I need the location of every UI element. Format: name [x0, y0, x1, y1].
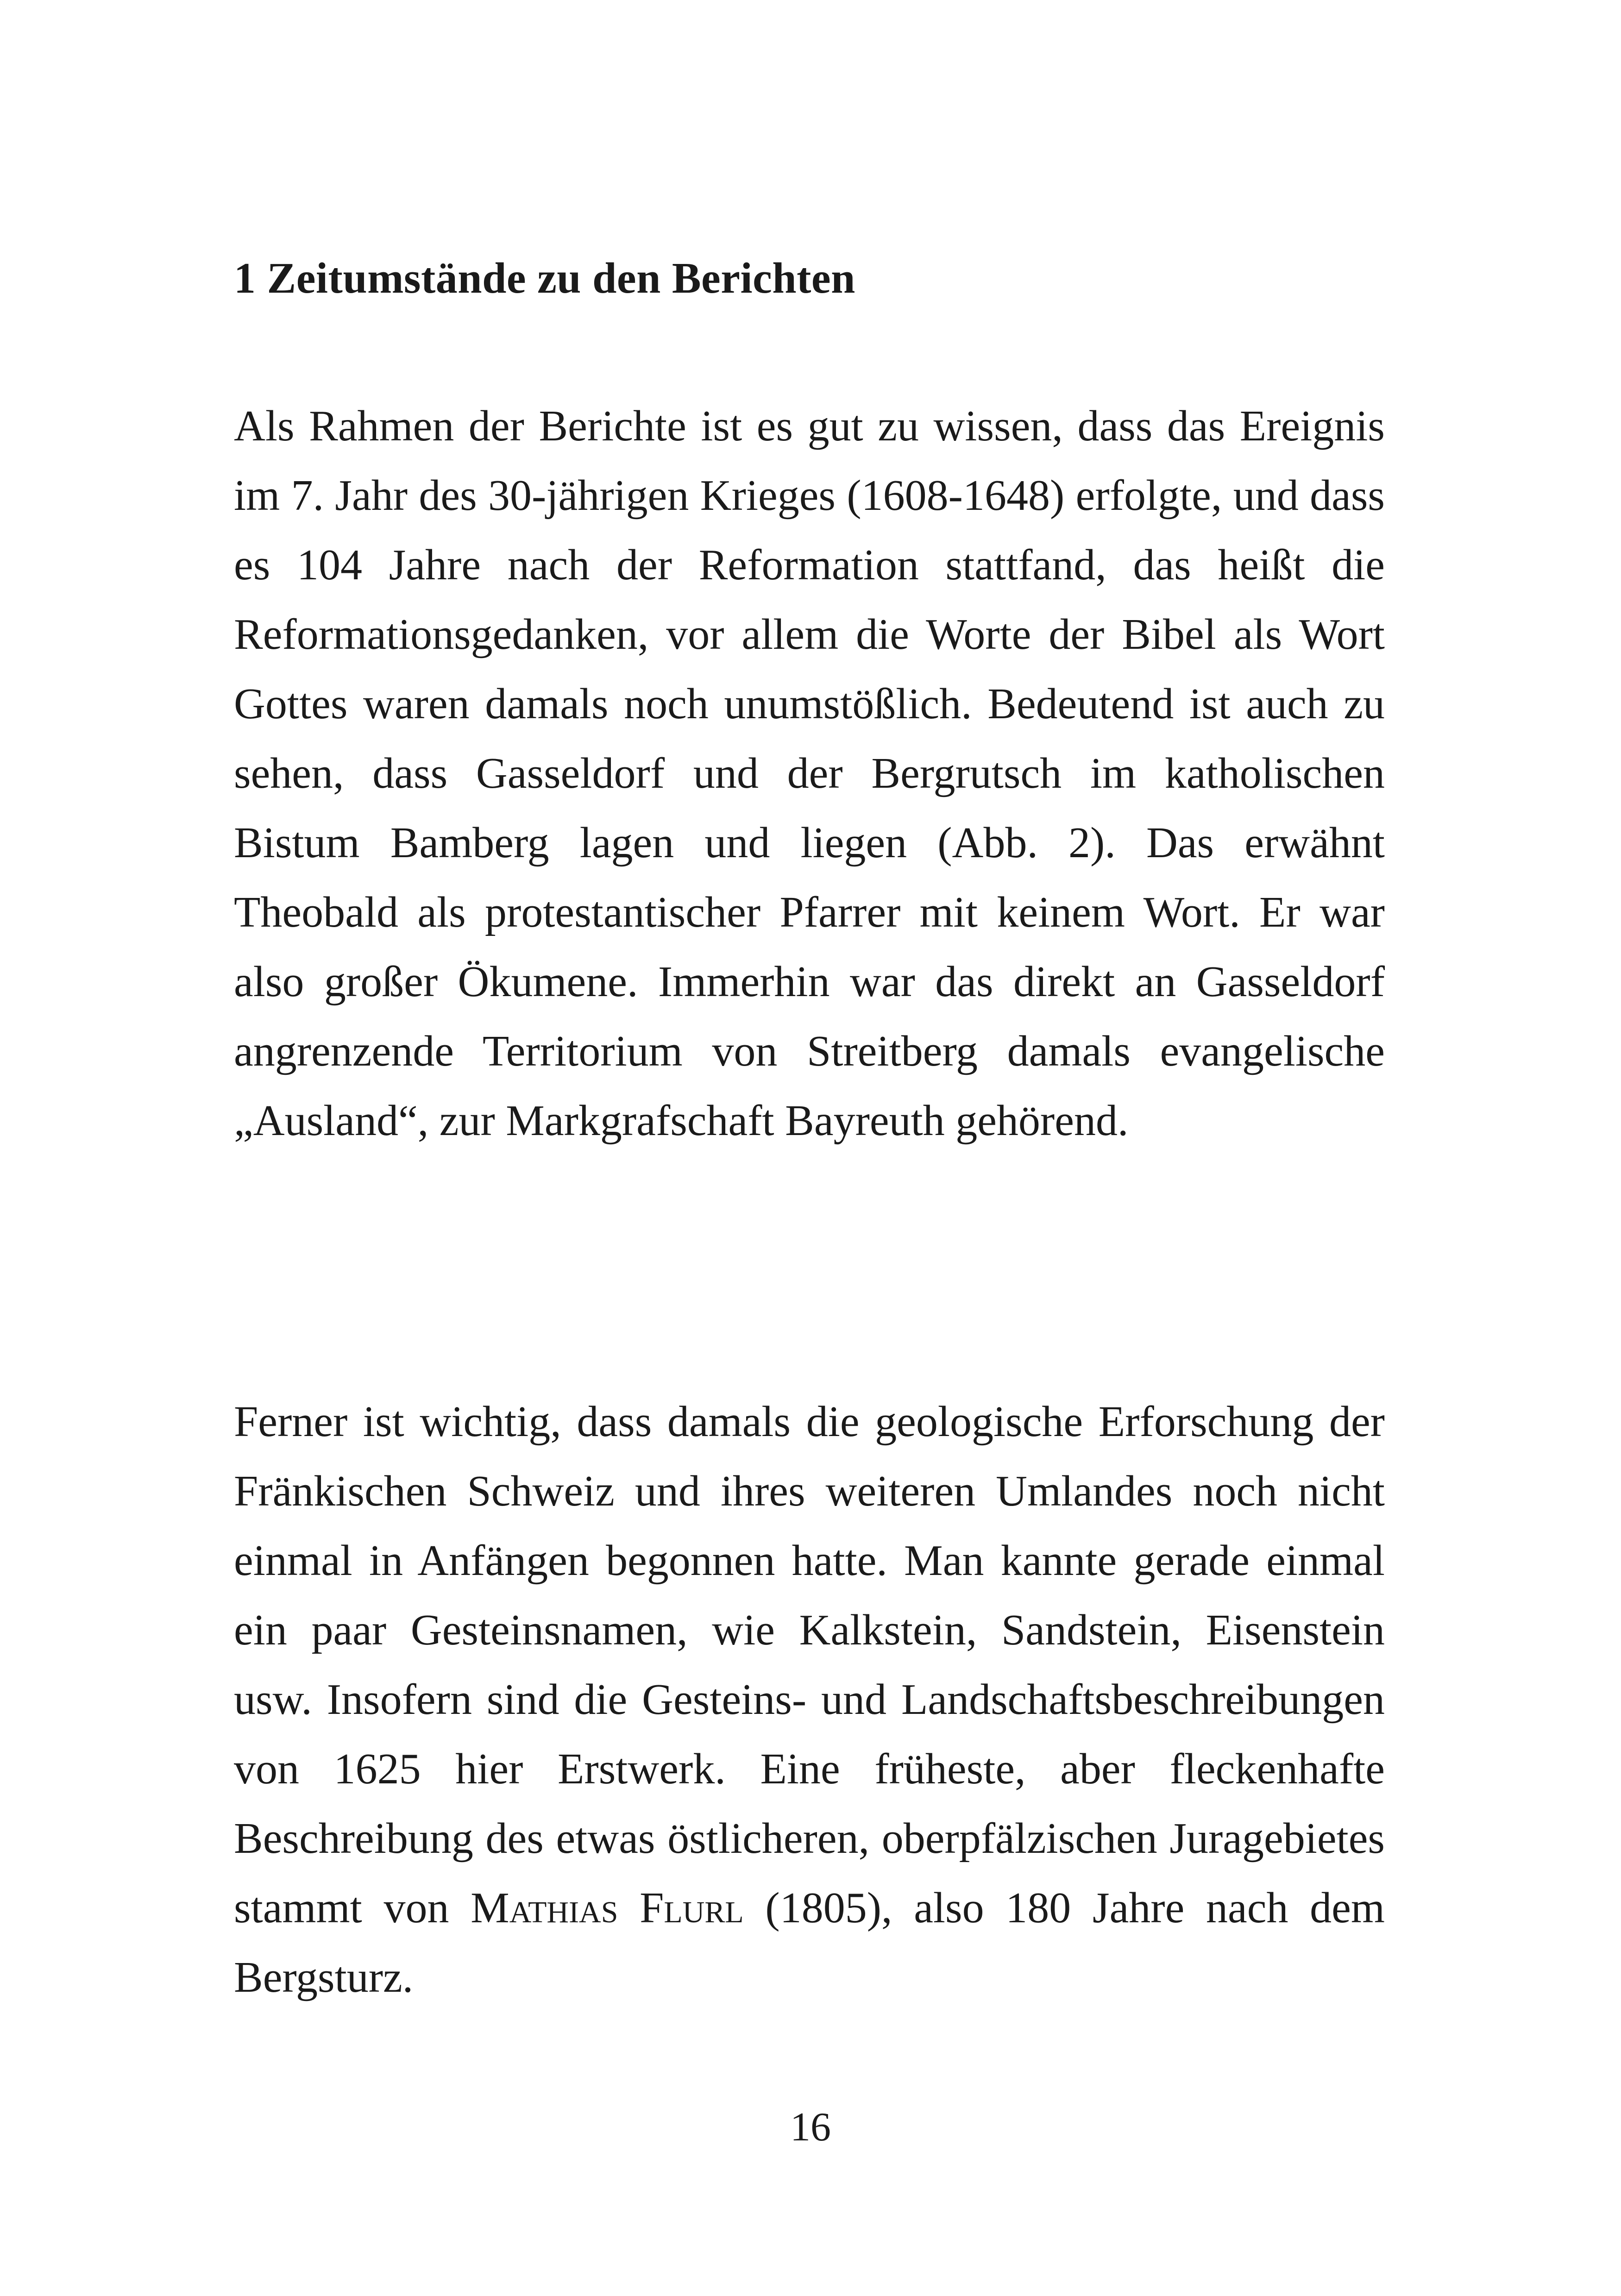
- author-name: Mathias Flurl: [471, 1884, 744, 1932]
- paragraph-text: Ferner ist wichtig, dass damals die geologische Erforschung der Fränkischen Schweiz und ihres weiteren Umlandes noch nicht einmal in Anfängen begonnen hatte. Man kannte gerade einmal ein paar Gesteinsnamen, wie Kalkstein, Sandstein, Eisenstein usw. Insofern sind die Gesteins- und Landschaftsbeschreibungen von 1625 hier Erstwerk. Eine früheste, aber fleckenhafte Beschreibung des etwas östlicheren, oberpfälzischen Juragebietes stammt von: [234, 1398, 1385, 1932]
- page-number: 16: [790, 2105, 831, 2150]
- section-heading: 1 Zeitumstände zu den Berichten: [234, 254, 855, 302]
- paragraph-tail: (1805), also 180 Jahre nach dem Bergsturz.: [234, 1884, 1385, 2001]
- paragraph-geological-research: [234, 1387, 1385, 2012]
- paragraph-historical-context: Als Rahmen der Berichte ist es gut zu wissen, dass das Ereignis im 7. Jahr des 30-jährigen Krieges (1608-1648) erfolgte, und dass es 104 Jahre nach der Reformation stattfand, das heißt die Reformationsgedanken, vor allem die Worte der Bibel als Wort Gottes waren damals noch unumstößlich. Bedeutend ist auch zu sehen, dass Gasseldorf und der Bergrutsch im katholischen Bistum Bamberg lagen und liegen (Abb. 2). Das erwähnt Theobald als protestantischer Pfarrer mit keinem Wort. Er war also großer Ökumene. Immerhin war das direkt an Gasseldorf angrenzende Territorium von Streitberg damals evangelische „Ausland“, zur Markgrafschaft Bayreuth gehörend.: [234, 402, 1385, 1145]
